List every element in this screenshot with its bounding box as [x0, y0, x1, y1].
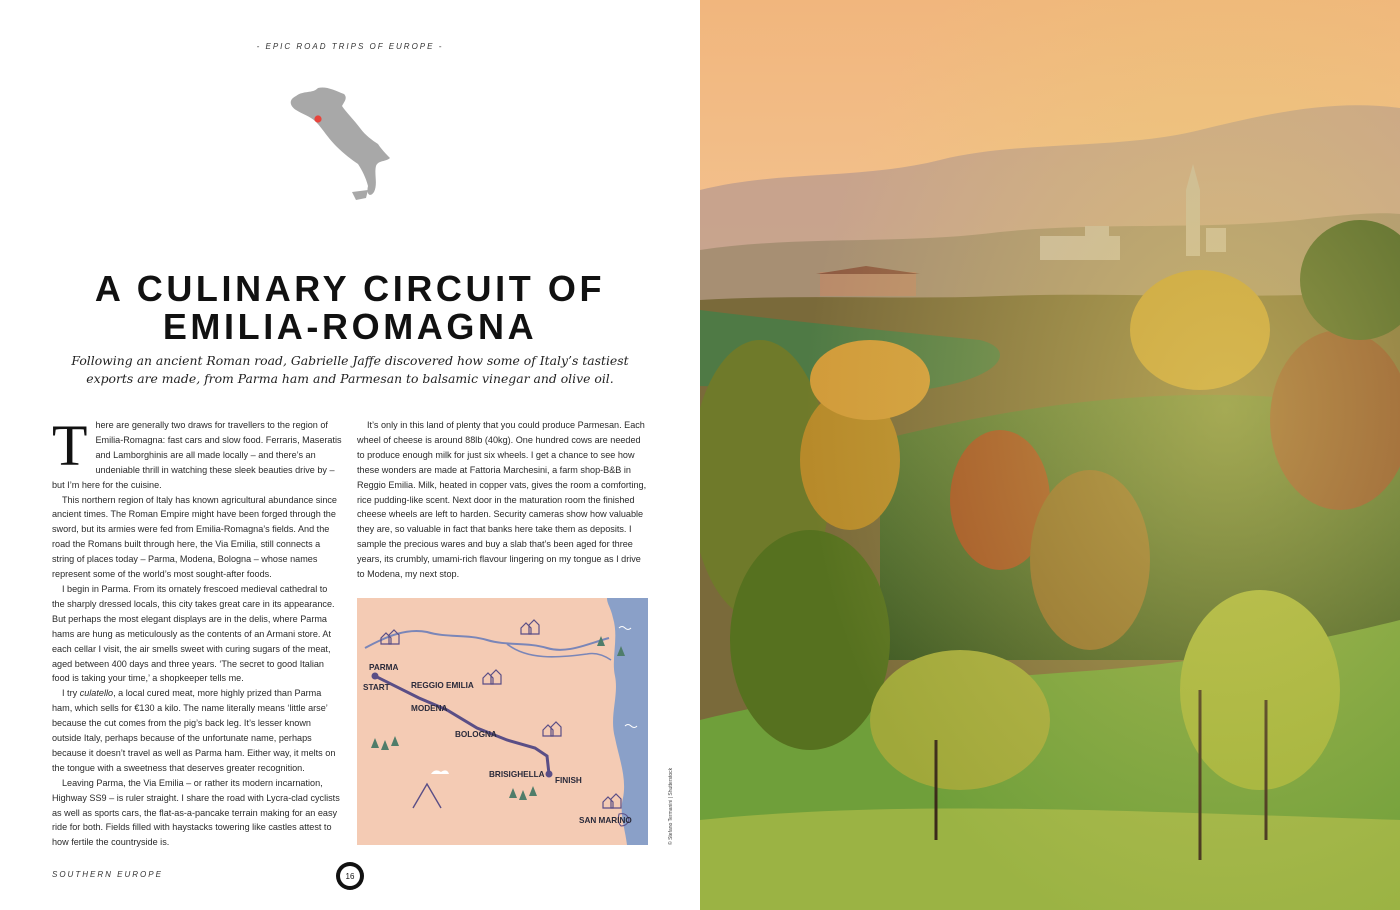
- standfirst-line-1: Following an ancient Roman road, Gabrielle Jaffe discovered how some of Italy’s tastiest: [71, 353, 629, 368]
- photo-credit: © Stefano Termanini | Shutterstock: [668, 767, 674, 845]
- landscape-photo: [700, 0, 1400, 910]
- label-finish: FINISH: [555, 776, 582, 785]
- page-number: 16: [340, 866, 360, 886]
- region-marker: [314, 115, 321, 122]
- italic-term: culatello: [79, 688, 114, 699]
- standfirst: [60, 352, 640, 388]
- paragraph-3: I begin in Parma. From its ornately frescoed medieval cathedral to the sharply dressed locals, this city takes great care in its appearance. But perhaps the most elegant displays are in the delis, where Parma hams are hung as meticulously as the contents of an Armani store. At each cellar I visit, the air smells sweet with curing sugars of the meat, aged between 400 days and three years. ‘The secret to good Italian food is taking your time,’ a shopkeeper tells me.: [52, 583, 335, 684]
- label-reggio-emilia: REGGIO EMILIA: [411, 681, 474, 690]
- running-head: - EPIC ROAD TRIPS OF EUROPE -: [256, 42, 444, 51]
- label-san-marino: SAN MARINO: [579, 816, 632, 825]
- label-modena: MODENA: [411, 704, 448, 713]
- section-label: SOUTHERN EUROPE: [52, 870, 163, 879]
- paragraph-2: This northern region of Italy has known agricultural abundance since ancient times. The Roman Empire might have been forged through the sword, but its armies were fed from Emilia-Romagna’s fields. And the road the Romans built through here, the Via Emilia, still connects a string of places today – Parma, Modena, Bologna – whose names represent some of the world’s most sought-after foods.: [52, 494, 337, 580]
- article-title: [60, 270, 640, 346]
- finish-marker: [546, 771, 553, 778]
- label-brisighella: BRISIGHELLA: [489, 770, 545, 779]
- label-bologna: BOLOGNA: [455, 730, 497, 739]
- paragraph-6: It’s only in this land of plenty that you could produce Parmesan. Each wheel of cheese is around 88lb (40kg). One hundred cows are needed to produce enough milk for just six wheels. I get a chance to see how these wonders are made at Fattoria Marchesini, a farm shop-B&B in Reggio Emilia. Milk, heated in copper vats, gives the room a comforting, rice pudding-like scent. Next door in the maturation room the finished cheese wheels are left to harden. Security cameras show how valuable they are, so valuable in fact that banks here take them as deposits. I sample the precious wares and buy a slab that’s been aged for three years, its crumbly, umami-rich flavour lingering on my tongue as I drive to Modena, my next stop.: [357, 420, 647, 580]
- body-column-2: [357, 418, 649, 582]
- right-page: [700, 0, 1400, 910]
- title-line-1: A CULINARY CIRCUIT OF: [94, 268, 606, 309]
- page-number-badge: [336, 862, 364, 890]
- route-map: [357, 598, 648, 845]
- paragraph-5: Leaving Parma, the Via Emilia – or rather its modern incarnation, Highway SS9 – is ruler straight. I share the road with Lycra-clad cyclists as well as sports cars, the flat-as-a-pancake terrain making for an easy ride for both. Fields filled with haystacks towering like castles attest to how fertile the countryside is.: [52, 777, 340, 848]
- start-marker: [372, 673, 379, 680]
- paragraph-4: I try culatello, a local cured meat, more highly prized than Parma ham, which sells for €130 a kilo. The name literally means ‘little arse’ because the cut comes from the pig’s back leg. It’s lesser known outside Italy, perhaps because of the unfortunate name, perhaps because it doesn’t travel as well as Parma ham. Either way, it melts on the tongue with a sweetness that deserves greater recognition.: [52, 688, 336, 773]
- italy-shape: [291, 87, 390, 194]
- paragraph-1: There are generally two draws for travellers to the region of Emilia-Romagna: fast cars and slow food. Ferraris, Maseratis and Lamborghinis are all made locally – and there’s an undeniable thrill in watching these sleek beauties drive by – but I’m here for the cuisine.: [52, 413, 342, 490]
- italy-locator-map: [282, 84, 394, 202]
- sicily-shape: [352, 190, 368, 200]
- label-start: START: [363, 683, 390, 692]
- standfirst-line-2: exports are made, from Parma ham and Parmesan to balsamic vinegar and olive oil.: [86, 371, 614, 386]
- drop-cap: T: [52, 413, 88, 478]
- label-parma: PARMA: [369, 663, 399, 672]
- body-column-1: [52, 413, 342, 850]
- title-line-2: EMILIA-ROMAGNA: [162, 306, 538, 347]
